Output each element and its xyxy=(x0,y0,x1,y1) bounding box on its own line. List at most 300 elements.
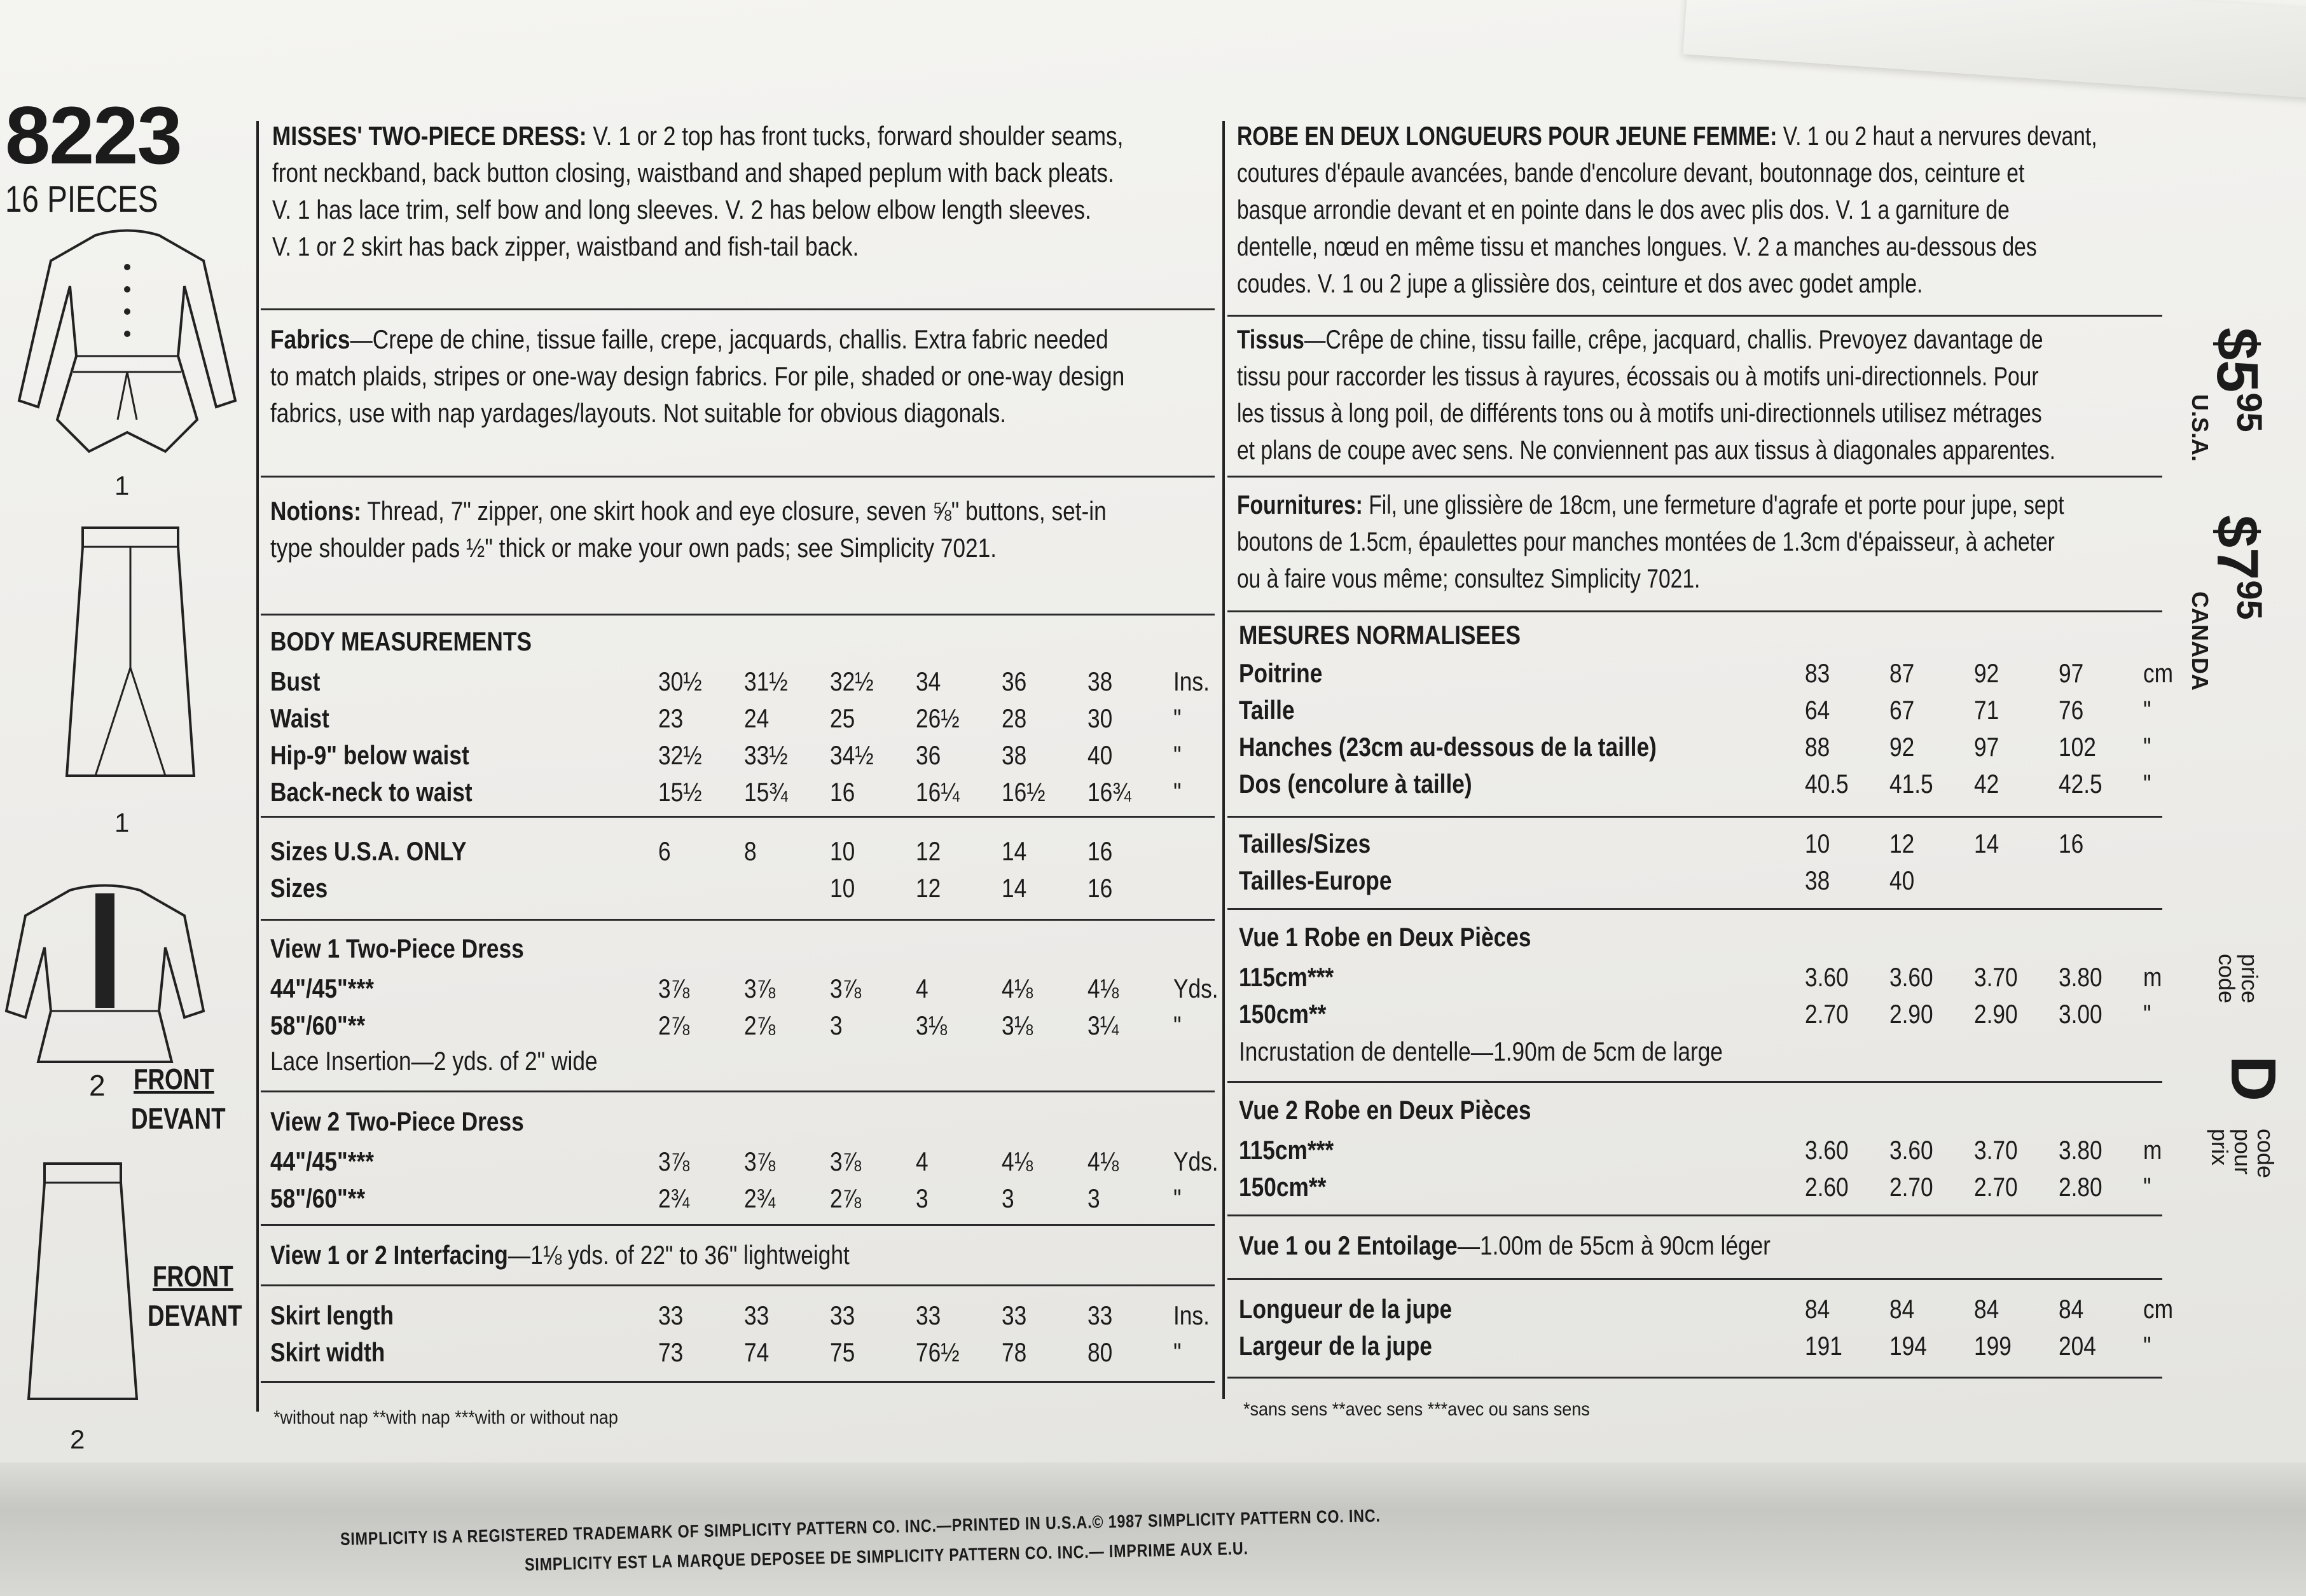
table-cell xyxy=(916,1334,1002,1371)
cell-value: 3⅞ xyxy=(744,1146,776,1176)
table-cell xyxy=(1889,1169,1974,1206)
table-cell xyxy=(744,970,830,1007)
fr-description xyxy=(1237,118,2165,302)
pattern-number: 8223 xyxy=(5,90,181,181)
cell-value: 33 xyxy=(830,1300,855,1330)
cell-value: 42.5 xyxy=(2059,769,2102,799)
cell-value: 33 xyxy=(658,1300,684,1330)
table-row xyxy=(270,1297,1224,1334)
fr-notions xyxy=(1237,486,2165,597)
table-cell xyxy=(1889,1132,1974,1169)
unit-cell xyxy=(1173,1334,1224,1371)
cell-value: 28 xyxy=(1002,703,1027,733)
cell-value: 2.90 xyxy=(1889,999,1933,1029)
cell-value: 88 xyxy=(1805,732,1830,762)
row-label: 58"/60"** xyxy=(270,1183,366,1213)
table-row xyxy=(1239,862,2194,899)
table-cell xyxy=(1087,1297,1173,1334)
cell-value: 3⅛ xyxy=(916,1010,948,1040)
cell-value: 16 xyxy=(830,777,855,807)
price-usa xyxy=(2204,327,2270,432)
cell-value: 75 xyxy=(830,1337,855,1367)
row-label: 115cm*** xyxy=(1239,1135,1334,1165)
cell-value: 3.60 xyxy=(1805,1135,1849,1165)
table-cell xyxy=(1974,766,2059,802)
table-cell xyxy=(916,1007,1002,1044)
table-cell xyxy=(1889,959,1974,996)
row-label: Bust xyxy=(270,666,321,696)
cell-value: 3.70 xyxy=(1974,962,2018,992)
cell-value: 84 xyxy=(1805,1294,1830,1324)
cell-value: 4⅛ xyxy=(1002,1146,1033,1176)
row-label-cell xyxy=(270,833,658,870)
price-canada-label: CANADA xyxy=(2187,591,2213,691)
cell-value: 24 xyxy=(744,703,770,733)
unit-cell xyxy=(2143,862,2194,899)
unit-label: " xyxy=(1173,703,1182,733)
cell-value: 30½ xyxy=(658,666,702,696)
table-cell xyxy=(658,870,744,907)
row-label-cell xyxy=(1239,655,1805,692)
table-cell xyxy=(830,870,916,907)
fr-view1-table xyxy=(1239,959,2194,1033)
cell-value: 3.80 xyxy=(2059,1135,2102,1165)
cell-value: 14 xyxy=(1002,836,1027,866)
table-cell xyxy=(658,1334,744,1371)
cell-value: 10 xyxy=(1805,829,1830,858)
table-cell xyxy=(2059,1328,2143,1365)
en-sizes-table xyxy=(270,833,1224,907)
cell-value: 199 xyxy=(1974,1331,2012,1361)
table-cell xyxy=(1087,1143,1173,1180)
fr-lace: Incrustation de dentelle—1.90m de 5cm de large xyxy=(1239,1036,1723,1066)
fr-desc-line: V. 1 ou 2 haut a nervures devant, xyxy=(1783,121,2097,151)
price-code-letter: D xyxy=(2218,1056,2289,1102)
unit-label: cm xyxy=(2143,658,2174,688)
table-row xyxy=(270,1180,1227,1217)
table-cell xyxy=(1002,700,1087,737)
price-usa-cents: 95 xyxy=(2230,392,2270,432)
cell-value: 3⅞ xyxy=(658,1146,690,1176)
table-cell xyxy=(1805,1328,1889,1365)
unit-label: m xyxy=(2143,962,2162,992)
code-pour-prix-label: code pour prix xyxy=(2207,1129,2279,1179)
cell-value: 2.80 xyxy=(2059,1172,2102,1202)
table-cell xyxy=(2059,862,2143,899)
row-label-cell xyxy=(1239,825,1805,862)
en-fabrics-line: fabrics, use with nap yardages/layouts. Not suitable for obvious diagonals. xyxy=(270,398,1007,428)
cell-value: 71 xyxy=(1974,695,1999,725)
table-cell xyxy=(1889,996,1974,1033)
table-cell xyxy=(830,700,916,737)
cell-value: 6 xyxy=(658,836,671,866)
fr-fabrics-line: tissu pour raccorder les tissus à rayures, écossais ou à motifs uni-directionnels. Pour xyxy=(1237,361,2039,391)
fr-desc-line: coutures d'épaule avancées, bande d'encolure devant, boutonnage dos, ceinture et xyxy=(1237,158,2025,188)
cell-value: 3.00 xyxy=(2059,999,2102,1029)
row-label: Largeur de la jupe xyxy=(1239,1331,1432,1361)
unit-cell xyxy=(2143,996,2194,1033)
table-cell xyxy=(916,1143,1002,1180)
table-cell xyxy=(1087,663,1173,700)
unit-label: m xyxy=(2143,1135,2162,1165)
table-cell xyxy=(658,833,744,870)
table-cell xyxy=(916,663,1002,700)
table-cell xyxy=(2059,766,2143,802)
table-cell xyxy=(2059,996,2143,1033)
table-cell xyxy=(1805,862,1889,899)
table-cell xyxy=(830,1007,916,1044)
unit-label: " xyxy=(2143,999,2151,1029)
table-row xyxy=(1239,1328,2194,1365)
price-usa-label: U.S.A. xyxy=(2187,394,2213,462)
unit-cell xyxy=(1173,1007,1227,1044)
table-cell xyxy=(1974,655,2059,692)
rule xyxy=(1227,315,2162,317)
table-cell xyxy=(1889,766,1974,802)
en-notions-title: Notions: xyxy=(270,496,362,526)
fr-view1-title: Vue 1 Robe en Deux Pièces xyxy=(1239,922,1531,952)
unit-label: " xyxy=(2143,732,2151,762)
unit-cell xyxy=(1173,1143,1227,1180)
cell-value: 38 xyxy=(1002,740,1027,770)
cell-value: 87 xyxy=(1889,658,1915,688)
unit-cell xyxy=(2143,692,2194,729)
table-row xyxy=(1239,1169,2194,1206)
table-cell xyxy=(1805,766,1889,802)
fr-notions-title: Fournitures: xyxy=(1237,490,1363,519)
fr-notions-line: ou à faire vous même; consultez Simplicity 7021. xyxy=(1237,563,1701,593)
cell-value: 67 xyxy=(1889,695,1915,725)
table-row xyxy=(270,700,1224,737)
table-cell xyxy=(916,774,1002,811)
cell-value: 30 xyxy=(1087,703,1113,733)
cell-value: 32½ xyxy=(658,740,702,770)
table-cell xyxy=(1805,729,1889,766)
table-row xyxy=(1239,766,2194,802)
unit-cell xyxy=(1173,1180,1227,1217)
cell-value: 41.5 xyxy=(1889,769,1933,799)
unit-label: cm xyxy=(2143,1294,2174,1324)
price-canada xyxy=(2204,515,2270,620)
table-cell xyxy=(1002,1007,1087,1044)
cell-value: 15¾ xyxy=(744,777,788,807)
cell-value: 31½ xyxy=(744,666,788,696)
row-label-cell xyxy=(270,1334,658,1371)
table-cell xyxy=(916,970,1002,1007)
table-cell xyxy=(744,1143,830,1180)
cell-value: 3.60 xyxy=(1805,962,1849,992)
fr-body-title: MESURES NORMALISEES xyxy=(1239,620,1521,650)
view1-skirt-label: 1 xyxy=(114,808,130,837)
table-cell xyxy=(2059,959,2143,996)
unit-cell xyxy=(2143,959,2194,996)
rule xyxy=(1227,908,2162,910)
table-cell xyxy=(1087,870,1173,907)
cell-value: 33 xyxy=(1002,1300,1027,1330)
cell-value: 3⅞ xyxy=(830,1146,862,1176)
table-row xyxy=(1239,655,2194,692)
table-cell xyxy=(658,970,744,1007)
rule xyxy=(261,1381,1215,1383)
table-cell xyxy=(744,663,830,700)
table-cell xyxy=(1974,1328,2059,1365)
cell-value: 2¾ xyxy=(744,1183,776,1213)
cell-value: 33½ xyxy=(744,740,788,770)
unit-label: " xyxy=(1173,740,1182,770)
en-fabrics-line: to match plaids, stripes or one-way design fabrics. For pile, shaded or one-way design xyxy=(270,361,1125,391)
row-label-cell xyxy=(1239,1291,1805,1328)
fr-desc-line: basque arrondie devant et en pointe dans le dos avec plis dos. V. 1 a garniture de xyxy=(1237,195,2010,224)
en-body-title: BODY MEASUREMENTS xyxy=(270,626,532,656)
row-label: 150cm** xyxy=(1239,1172,1327,1202)
table-cell xyxy=(1889,729,1974,766)
table-cell xyxy=(1805,1132,1889,1169)
unit-cell xyxy=(2143,766,2194,802)
fr-fabrics xyxy=(1237,321,2165,469)
table-row xyxy=(270,737,1224,774)
unit-cell xyxy=(1173,774,1224,811)
row-label-cell xyxy=(1239,766,1805,802)
row-label: Skirt length xyxy=(270,1300,394,1330)
table-cell xyxy=(1805,692,1889,729)
cell-value: 191 xyxy=(1805,1331,1842,1361)
cell-value: 204 xyxy=(2059,1331,2096,1361)
row-label-cell xyxy=(270,1180,658,1217)
cell-value: 3.70 xyxy=(1974,1135,2018,1165)
row-label: 44"/45"*** xyxy=(270,1146,374,1176)
table-row xyxy=(270,774,1224,811)
cell-value: 2.70 xyxy=(1805,999,1849,1029)
table-row xyxy=(270,1143,1227,1180)
row-label-cell xyxy=(270,774,658,811)
fr-fabrics-line: les tissus à long poil, de différents tons ou à motifs uni-directionnels utilisez métrages xyxy=(1237,398,2042,428)
row-label: Hanches (23cm au-dessous de la taille) xyxy=(1239,732,1657,762)
en-desc-line: front neckband, back button closing, waistband and shaped peplum with back pleats. xyxy=(272,158,1114,188)
unit-label: " xyxy=(1173,1010,1182,1040)
cell-value: 2.70 xyxy=(1974,1172,2018,1202)
cell-value: 84 xyxy=(1889,1294,1915,1324)
footer-trademark-fr: SIMPLICITY EST LA MARQUE DEPOSEE DE SIMPLICITY PATTERN CO. INC.— IMPRIME AUX E.U. xyxy=(524,1538,1249,1574)
table-cell xyxy=(658,774,744,811)
fr-desc-line: dentelle, nœud en même tissu et manches longues. V. 2 a manches au-dessous des xyxy=(1237,231,2037,261)
unit-cell xyxy=(2143,825,2194,862)
view1-skirt-sketch xyxy=(57,521,204,788)
cell-value: 33 xyxy=(744,1300,770,1330)
unit-label: " xyxy=(1173,1183,1182,1213)
cell-value: 4 xyxy=(916,973,929,1003)
unit-label: Ins. xyxy=(1173,666,1210,696)
fr-desc-title: ROBE EN DEUX LONGUEURS POUR JEUNE FEMME: xyxy=(1237,121,1778,151)
table-cell xyxy=(1974,692,2059,729)
unit-cell xyxy=(1173,1297,1224,1334)
price-usa-main: 5 xyxy=(2205,360,2270,393)
table-cell xyxy=(2059,692,2143,729)
table-cell xyxy=(2059,729,2143,766)
cell-value: 4⅛ xyxy=(1087,1146,1119,1176)
rule xyxy=(1227,816,2162,818)
cell-value: 2⅞ xyxy=(744,1010,776,1040)
rule xyxy=(1227,476,2162,478)
table-cell xyxy=(1974,996,2059,1033)
cell-value: 14 xyxy=(1974,829,1999,858)
rule xyxy=(1227,610,2162,612)
fr-view2-table xyxy=(1239,1132,2194,1206)
table-cell xyxy=(1974,959,2059,996)
table-row xyxy=(270,1334,1224,1371)
cell-value: 33 xyxy=(916,1300,941,1330)
cell-value: 3.60 xyxy=(1889,962,1933,992)
en-notions-line: Thread, 7" zipper, one skirt hook and eye closure, seven ⅝" buttons, set-in xyxy=(367,496,1107,526)
en-desc-line: V. 1 or 2 skirt has back zipper, waistband and fish-tail back. xyxy=(272,231,859,261)
table-cell xyxy=(1889,862,1974,899)
unit-label: " xyxy=(2143,1331,2151,1361)
cell-value: 8 xyxy=(744,836,757,866)
table-cell xyxy=(744,1334,830,1371)
unit-label: Yds. xyxy=(1173,1146,1219,1176)
fr-skirt-table xyxy=(1239,1291,2194,1365)
fr-notions-line: Fil, une glissière de 18cm, une fermeture d'agrafe et porte pour jupe, sept xyxy=(1369,490,2064,519)
table-row xyxy=(270,970,1227,1007)
table-cell xyxy=(1002,870,1087,907)
table-row xyxy=(1239,692,2194,729)
row-label-cell xyxy=(1239,1328,1805,1365)
unit-label: " xyxy=(1173,1337,1182,1367)
table-cell xyxy=(1087,700,1173,737)
rule xyxy=(261,614,1215,616)
fr-sizes-table xyxy=(1239,825,2194,899)
devant-label-2: DEVANT xyxy=(148,1299,242,1332)
row-label-cell xyxy=(1239,692,1805,729)
unit-label: " xyxy=(2143,695,2151,725)
row-label: Taille xyxy=(1239,695,1295,725)
cell-value: 16¼ xyxy=(916,777,960,807)
table-cell xyxy=(1087,1180,1173,1217)
cell-value: 83 xyxy=(1805,658,1830,688)
cell-value: 25 xyxy=(830,703,855,733)
table-cell xyxy=(658,663,744,700)
table-cell xyxy=(1974,862,2059,899)
price-code-label: price code xyxy=(2214,954,2263,1004)
view2-skirt-label: 2 xyxy=(70,1424,85,1454)
table-row xyxy=(1239,825,2194,862)
table-row xyxy=(270,870,1224,907)
price-can-main: 7 xyxy=(2205,547,2270,581)
en-interfacing xyxy=(270,1240,850,1270)
en-nap-note: *without nap **with nap ***with or without nap xyxy=(273,1407,618,1428)
cell-value: 14 xyxy=(1002,873,1027,903)
footer-trademark-en: SIMPLICITY IS A REGISTERED TRADEMARK OF SIMPLICITY PATTERN CO. INC.—PRINTED IN U.S.A.© 1987 SIMPLICITY PATTERN CO. INC. xyxy=(340,1505,1381,1549)
en-desc-line: V. 1 has lace trim, self bow and long sleeves. V. 2 has below elbow length sleeves. xyxy=(272,195,1091,224)
view2-skirt-sketch xyxy=(19,1157,146,1412)
rule xyxy=(261,816,1215,818)
unit-cell xyxy=(2143,1291,2194,1328)
table-cell xyxy=(1974,825,2059,862)
row-label-cell xyxy=(1239,959,1805,996)
cell-value: 40 xyxy=(1889,865,1915,895)
table-cell xyxy=(1002,663,1087,700)
cell-value: 80 xyxy=(1087,1337,1113,1367)
table-cell xyxy=(658,1143,744,1180)
table-cell xyxy=(830,1180,916,1217)
unit-label: " xyxy=(2143,769,2151,799)
en-skirt-table xyxy=(270,1297,1224,1371)
cell-value: 16 xyxy=(2059,829,2084,858)
table-cell xyxy=(1002,1143,1087,1180)
en-fabrics xyxy=(270,321,1212,432)
rule xyxy=(261,476,1215,478)
table-cell xyxy=(744,1180,830,1217)
table-row xyxy=(270,1007,1227,1044)
row-label: Back-neck to waist xyxy=(270,777,473,807)
cell-value: 3 xyxy=(830,1010,843,1040)
fr-fabrics-title: Tissus xyxy=(1237,324,1304,354)
table-cell xyxy=(1002,774,1087,811)
table-cell xyxy=(916,833,1002,870)
devant-label-1: DEVANT xyxy=(131,1102,226,1135)
table-cell xyxy=(744,1007,830,1044)
table-cell xyxy=(830,1334,916,1371)
row-label: 150cm** xyxy=(1239,999,1327,1029)
table-row xyxy=(1239,996,2194,1033)
cell-value: 92 xyxy=(1889,732,1915,762)
table-cell xyxy=(1805,1291,1889,1328)
cell-value: 84 xyxy=(2059,1294,2084,1324)
en-desc-line: V. 1 or 2 top has front tucks, forward shoulder seams, xyxy=(593,121,1124,151)
row-label: Poitrine xyxy=(1239,658,1323,688)
table-cell xyxy=(1974,1291,2059,1328)
en-view2-title: View 2 Two-Piece Dress xyxy=(270,1106,524,1136)
unit-cell xyxy=(2143,1169,2194,1206)
front-label-2: FRONT xyxy=(153,1260,233,1293)
unit-cell xyxy=(1173,663,1224,700)
rule xyxy=(1227,1081,2162,1083)
cell-value: 42 xyxy=(1974,769,1999,799)
table-cell xyxy=(1805,825,1889,862)
table-cell xyxy=(1087,1007,1173,1044)
en-view1-table xyxy=(270,970,1227,1044)
row-label-cell xyxy=(270,1143,658,1180)
cell-value: 16½ xyxy=(1002,777,1046,807)
cell-value: 3¼ xyxy=(1087,1010,1119,1040)
cell-value: 102 xyxy=(2059,732,2096,762)
table-cell xyxy=(830,737,916,774)
table-cell xyxy=(2059,655,2143,692)
table-cell xyxy=(830,970,916,1007)
row-label-cell xyxy=(1239,996,1805,1033)
table-cell xyxy=(658,737,744,774)
row-label: Tailles-Europe xyxy=(1239,865,1392,895)
fr-interfacing-rest: —1.00m de 55cm à 90cm léger xyxy=(1457,1230,1771,1260)
en-view2-table xyxy=(270,1143,1227,1217)
cell-value: 10 xyxy=(830,873,855,903)
table-cell xyxy=(830,774,916,811)
table-cell xyxy=(1889,655,1974,692)
cell-value: 3.80 xyxy=(2059,962,2102,992)
table-cell xyxy=(1889,1328,1974,1365)
table-cell xyxy=(2059,825,2143,862)
view1-top-sketch xyxy=(13,210,242,464)
table-cell xyxy=(1087,970,1173,1007)
cell-value: 26½ xyxy=(916,703,960,733)
cell-value: 76 xyxy=(2059,695,2084,725)
cell-value: 73 xyxy=(658,1337,684,1367)
row-label-cell xyxy=(270,970,658,1007)
table-cell xyxy=(1889,692,1974,729)
table-row xyxy=(1239,1291,2194,1328)
table-cell xyxy=(1974,1169,2059,1206)
table-cell xyxy=(744,737,830,774)
table-cell xyxy=(1974,1132,2059,1169)
